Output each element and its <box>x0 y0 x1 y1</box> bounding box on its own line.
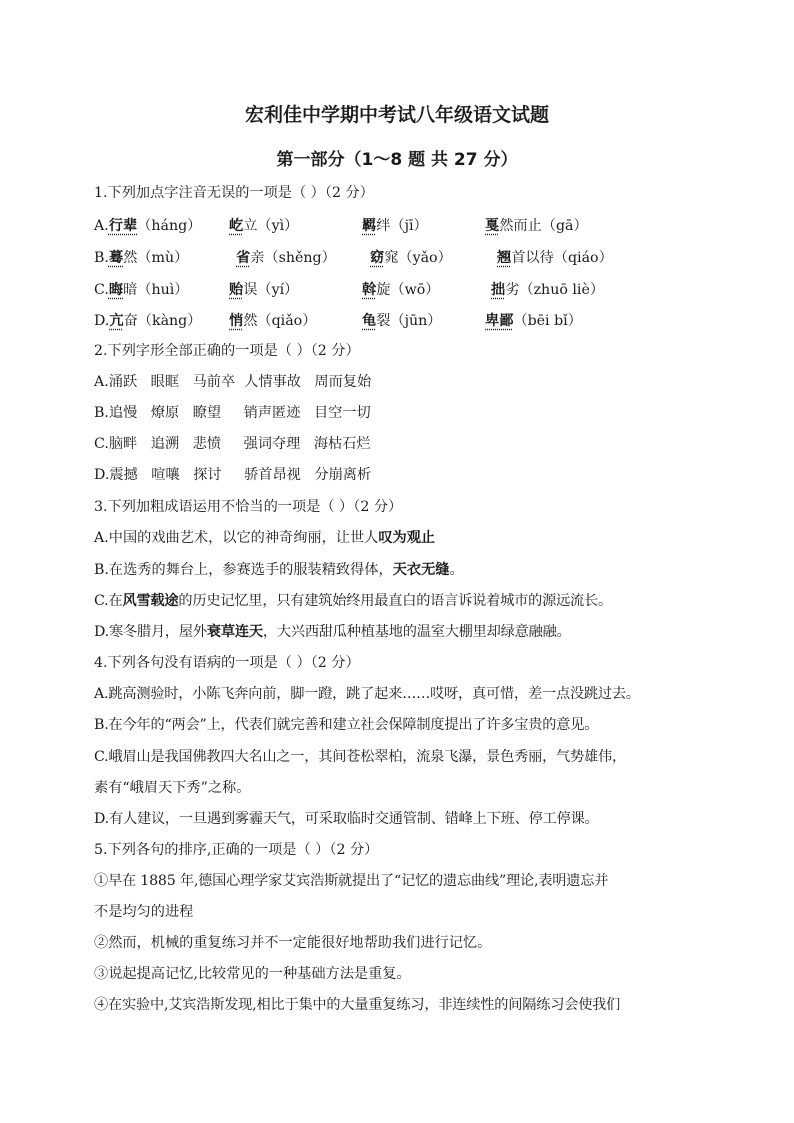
q1-option-c-2: 贻误（yí） <box>229 282 299 298</box>
q1-option-b-1: B.蓦然（mù） <box>94 250 189 266</box>
q4-option-a: A.跳高测验时，小陈飞奔向前，脚一蹬，跳了起来……哎呀，真可惜，差一点没跳过去。 <box>94 686 640 702</box>
q2-option-c: C.脑畔 追溯 悲愤 强词夺理 海枯石烂 <box>94 436 371 452</box>
q4-option-d: D.有人建议，一旦遇到雾霾天气，可采取临时交通管制、错峰上下班、停工停课。 <box>94 811 599 827</box>
q1-stem: 1.下列加点字注音无误的一项是（ ）（2 分） <box>94 185 374 201</box>
q3-option-b: B.在选秀的舞台上，参赛选手的服装精致得体，天衣无缝。 <box>94 562 464 578</box>
q2-option-b: B.追慢 燎原 瞭望 销声匿迹 目空一切 <box>94 405 371 421</box>
q4-option-b: B.在今年的“两会”上，代表们就完善和建立社会保障制度提出了许多宝贵的意见。 <box>94 717 599 733</box>
q2-stem: 2.下列字形全部正确的一项是（ ）（2 分） <box>94 343 360 359</box>
q1-option-c-3: 斡旋（wō） <box>362 282 440 298</box>
q1-option-b-3: 窈窕（yǎo） <box>370 250 452 266</box>
q3-option-c: C.在风雪载途的历史记忆里，只有建筑始终用最直白的语言诉说着城市的源远流长。 <box>94 593 613 609</box>
q1-option-d-2: 悄然（qiǎo） <box>229 313 317 329</box>
q4-stem: 4.下列各句没有语病的一项是（ ）（2 分） <box>94 655 360 671</box>
q1-option-a-2: 屹立（yì） <box>229 218 299 234</box>
q5-sentence-4: ④在实验中,艾宾浩斯发现,相比于集中的大量重复练习，非连续性的间隔练习会使我们 <box>94 997 621 1013</box>
section-heading: 第一部分（1～8 题 共 27 分） <box>276 150 518 170</box>
q5-sentence-2: ②然而，机械的重复练习并不一定能很好地帮助我们进行记忆。 <box>94 935 492 951</box>
q4-option-c-cont: 素有“峨眉天下秀”之称。 <box>94 780 251 796</box>
q4-option-c: C.峨眉山是我国佛教四大名山之一，其间苍松翠柏，流泉飞瀑，景色秀丽，气势雄伟， <box>94 749 626 765</box>
q5-sentence-3: ③说起提高记忆,比较常见的一种基础方法是重复。 <box>94 966 411 982</box>
q2-option-a: A.涌跃 眼眶 马前卒 人情事故 周而复始 <box>94 374 372 390</box>
q1-option-c-1: C.晦暗（huì） <box>94 282 189 298</box>
q1-option-b-2: 省亲（shěng） <box>236 250 336 266</box>
q1-option-c-4: 拙劣（zhuō liè） <box>491 282 605 298</box>
q1-option-b-4: 翘首以待（qiáo） <box>497 250 613 266</box>
q2-option-d: D.震撼 喧嚷 探讨 骄首昂视 分崩离析 <box>94 467 372 483</box>
q1-option-d-1: D.亢奋（kàng） <box>94 313 202 329</box>
q1-option-a-3: 羁绊（jī） <box>362 218 428 234</box>
q1-option-a-4: 戛然而止（gā） <box>485 218 588 234</box>
q1-option-d-3: 龟裂（jūn） <box>362 313 442 329</box>
q1-option-a-1: A.行辈（háng） <box>94 218 202 234</box>
q5-sentence-1: ①早在 1885 年,德国心理学家艾宾浩斯就提出了“记忆的遗忘曲线”理论,表明遗忘并 <box>94 873 609 889</box>
q5-sentence-1-cont: 不是均匀的进程 <box>94 904 194 920</box>
q3-option-d: D.寒冬腊月，屋外衰草连天，大兴西甜瓜种植基地的温室大棚里却绿意融融。 <box>94 624 571 640</box>
q3-option-a: A.中国的戏曲艺术，以它的神奇绚丽，让世人叹为观止 <box>94 530 436 546</box>
exam-title: 宏利佳中学期中考试八年级语文试题 <box>244 104 549 126</box>
q5-stem: 5.下列各句的排序,正确的一项是（ ）（2 分） <box>94 842 379 858</box>
q3-stem: 3.下列加粗成语运用不恰当的一项是（ ）（2 分） <box>94 499 403 515</box>
q1-option-d-4: 卑鄙（bēi bǐ） <box>485 313 582 329</box>
